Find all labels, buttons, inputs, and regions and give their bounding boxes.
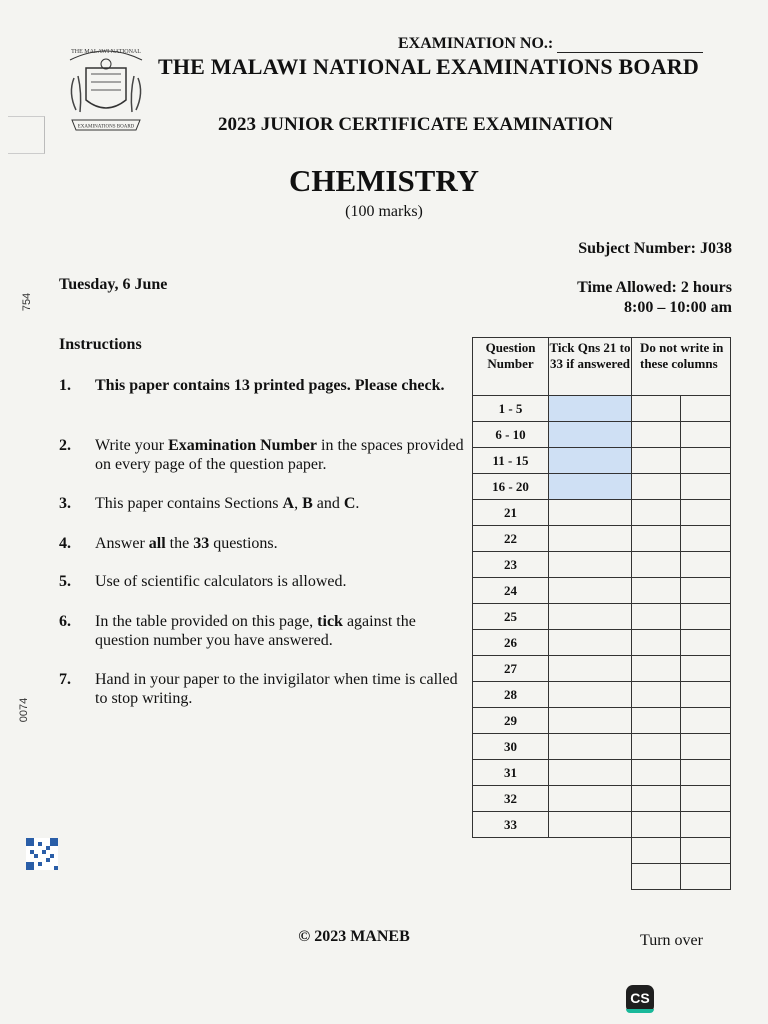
turn-over: Turn over: [640, 932, 703, 949]
question-number-cell: 16 - 20: [473, 474, 549, 500]
question-number-cell: 22: [473, 526, 549, 552]
examiner-cell-1: [632, 448, 681, 474]
total-marks: (100 marks): [345, 203, 423, 220]
examiner-cell-1: [632, 422, 681, 448]
instruction-text-segment: and: [312, 495, 344, 512]
tick-cell: [549, 474, 632, 500]
tick-cell[interactable]: [549, 786, 632, 812]
question-number-cell: 33: [473, 812, 549, 838]
table-row: [473, 734, 731, 760]
examiner-cell-2: [681, 656, 731, 682]
instruction-text: [95, 572, 469, 591]
exam-title: 2023 JUNIOR CERTIFICATE EXAMINATION: [218, 114, 614, 135]
question-number-cell: 24: [473, 578, 549, 604]
question-number-cell: 30: [473, 734, 549, 760]
tick-cell[interactable]: [549, 604, 632, 630]
question-number-cell: 6 - 10: [473, 422, 549, 448]
examiner-cell-2: [681, 760, 731, 786]
tick-cell[interactable]: [549, 734, 632, 760]
instruction-text-segment: C: [343, 495, 356, 512]
margin-mark: [8, 116, 45, 154]
examination-number-label: EXAMINATION NO.:: [398, 35, 554, 52]
examiner-cell-2: [681, 786, 731, 812]
tick-cell: [549, 448, 632, 474]
side-code-bottom: 0074: [18, 697, 31, 723]
header-do-not-write: Do not write in these columns: [632, 338, 731, 396]
question-number-cell: 31: [473, 760, 549, 786]
instruction-text-segment: ,: [294, 495, 303, 512]
table-row: [473, 578, 731, 604]
examiner-cell-1: [632, 786, 681, 812]
examiner-cell-1: [632, 552, 681, 578]
instruction-number: 5.: [59, 573, 71, 590]
examiner-cell-1: [632, 656, 681, 682]
table-row: [473, 500, 731, 526]
tick-cell[interactable]: [549, 578, 632, 604]
examiner-cell-2: [681, 708, 731, 734]
table-header-row: [473, 338, 731, 396]
instruction-text-segment: questions.: [209, 535, 278, 552]
examiner-cell-1: [632, 682, 681, 708]
instruction-text-segment: This paper contains 13 printed pages. Please check.: [95, 377, 445, 394]
examiner-cell-1: [632, 578, 681, 604]
instruction-5: [59, 572, 469, 591]
table-row: [473, 656, 731, 682]
instruction-text-segment: Answer: [95, 535, 149, 552]
tick-cell: [549, 422, 632, 448]
examiner-cell-2: [681, 604, 731, 630]
table-body: [473, 396, 731, 890]
tick-cell[interactable]: [549, 500, 632, 526]
examiner-cell-2: [681, 500, 731, 526]
table-row: [473, 552, 731, 578]
question-tick-table: [472, 337, 731, 890]
examiner-cell-2: [681, 448, 731, 474]
question-number-cell: 23: [473, 552, 549, 578]
tick-cell[interactable]: [549, 812, 632, 838]
question-number-cell: 28: [473, 682, 549, 708]
table-row: [473, 474, 731, 500]
examiner-cell-2: [681, 526, 731, 552]
instruction-text-segment: the: [165, 535, 194, 552]
empty-cell: [549, 864, 632, 890]
table-row: [473, 812, 731, 838]
header-question-number: Question Number: [473, 338, 549, 396]
question-number-cell: 26: [473, 630, 549, 656]
side-code-top: 754: [21, 292, 34, 312]
examiner-total-row: [473, 838, 731, 864]
instruction-text: [95, 436, 469, 474]
table-row: [473, 526, 731, 552]
examiner-total-cell: [681, 838, 731, 864]
tick-cell: [549, 396, 632, 422]
table-row: [473, 448, 731, 474]
instruction-number: 6.: [59, 613, 71, 630]
examiner-cell-2: [681, 578, 731, 604]
instruction-text-segment: In the table provided on this page,: [95, 613, 318, 630]
instruction-4: [59, 534, 469, 553]
instruction-text-segment: all: [148, 535, 166, 552]
examiner-cell-1: [632, 708, 681, 734]
instruction-text-segment: 33: [193, 535, 210, 552]
tick-cell[interactable]: [549, 630, 632, 656]
instruction-text: [95, 670, 469, 708]
table-row: [473, 760, 731, 786]
instruction-text: [95, 612, 469, 650]
board-name: THE MALAWI NATIONAL EXAMINATIONS BOARD: [158, 54, 699, 79]
examiner-cell-2: [681, 630, 731, 656]
empty-cell: [549, 838, 632, 864]
examiner-total-cell: [632, 864, 681, 890]
examiner-cell-1: [632, 812, 681, 838]
tick-cell[interactable]: [549, 708, 632, 734]
examiner-cell-2: [681, 682, 731, 708]
examiner-cell-2: [681, 396, 731, 422]
tick-cell[interactable]: [549, 760, 632, 786]
instruction-6: [59, 612, 469, 650]
instruction-2: [59, 436, 469, 474]
subject-title: CHEMISTRY: [288, 163, 480, 198]
tick-cell[interactable]: [549, 682, 632, 708]
time-range: 8:00 – 10:00 am: [624, 299, 732, 316]
question-number-cell: 1 - 5: [473, 396, 549, 422]
instruction-1: [59, 376, 469, 395]
empty-cell: [473, 838, 549, 864]
instruction-text-segment: .: [355, 495, 360, 512]
examiner-total-row: [473, 864, 731, 890]
question-number-cell: 29: [473, 708, 549, 734]
instruction-number: 1.: [59, 377, 71, 394]
examination-number-field: [398, 35, 703, 53]
instruction-text: [95, 494, 469, 513]
instruction-text: [95, 534, 469, 553]
instruction-text-segment: Hand in your paper to the invigilator when time is called to stop writing.: [95, 671, 458, 707]
instruction-number: 2.: [59, 437, 71, 454]
examination-number-blank: [557, 38, 703, 53]
examiner-cell-1: [632, 604, 681, 630]
table-row: [473, 708, 731, 734]
question-number-cell: 25: [473, 604, 549, 630]
instruction-number: 3.: [59, 495, 71, 512]
svg-text:EXAMINATIONS BOARD: EXAMINATIONS BOARD: [77, 124, 135, 130]
table-row: [473, 422, 731, 448]
instruction-text-segment: Write your: [95, 437, 169, 454]
instruction-text-segment: B: [302, 495, 313, 512]
tick-cell[interactable]: [549, 656, 632, 682]
question-number-cell: 21: [473, 500, 549, 526]
instruction-7: [59, 670, 469, 708]
examiner-cell-1: [632, 760, 681, 786]
examiner-total-cell: [632, 838, 681, 864]
camscanner-badge-icon: CS: [626, 985, 654, 1013]
question-number-cell: 27: [473, 656, 549, 682]
examiner-cell-2: [681, 734, 731, 760]
qr-code-icon: [26, 838, 58, 870]
examiner-cell-2: [681, 812, 731, 838]
subject-number: Subject Number: J038: [578, 240, 732, 257]
copyright: © 2023 MANEB: [298, 928, 410, 945]
examiner-cell-1: [632, 734, 681, 760]
instruction-text: [95, 376, 469, 395]
instruction-text-segment: Use of scientific calculators is allowed.: [95, 573, 347, 590]
instruction-text-segment: tick: [317, 613, 343, 630]
question-number-cell: 32: [473, 786, 549, 812]
table-row: [473, 630, 731, 656]
table-row: [473, 786, 731, 812]
time-allowed: Time Allowed: 2 hours: [577, 279, 732, 296]
table-row: [473, 604, 731, 630]
examiner-cell-2: [681, 474, 731, 500]
instruction-number: 7.: [59, 671, 71, 688]
instruction-number: 4.: [59, 535, 71, 552]
table-row: [473, 682, 731, 708]
examiner-cell-1: [632, 526, 681, 552]
instruction-text-segment: This paper contains Sections: [95, 495, 283, 512]
tick-cell[interactable]: [549, 552, 632, 578]
examiner-cell-2: [681, 552, 731, 578]
instruction-text-segment: Examination Number: [168, 437, 318, 454]
examiner-total-cell: [681, 864, 731, 890]
examiner-cell-1: [632, 396, 681, 422]
exam-date: Tuesday, 6 June: [59, 276, 168, 293]
table-row: [473, 396, 731, 422]
examiner-cell-2: [681, 422, 731, 448]
instruction-text-segment: in the spaces provided on every page of the question paper.: [95, 437, 464, 473]
question-number-cell: 11 - 15: [473, 448, 549, 474]
tick-cell[interactable]: [549, 526, 632, 552]
examiner-cell-1: [632, 500, 681, 526]
examiner-cell-1: [632, 474, 681, 500]
instruction-text-segment: against the question number you have answered.: [95, 613, 416, 649]
header-tick-questions: Tick Qns 21 to 33 if answered: [549, 338, 632, 396]
instruction-text-segment: A: [282, 495, 295, 512]
instruction-3: [59, 494, 469, 513]
maneb-crest-logo: [56, 38, 156, 138]
examiner-cell-1: [632, 630, 681, 656]
empty-cell: [473, 864, 549, 890]
svg-text:THE MALAWI NATIONAL: THE MALAWI NATIONAL: [71, 49, 141, 55]
instructions-title: Instructions: [59, 336, 142, 353]
